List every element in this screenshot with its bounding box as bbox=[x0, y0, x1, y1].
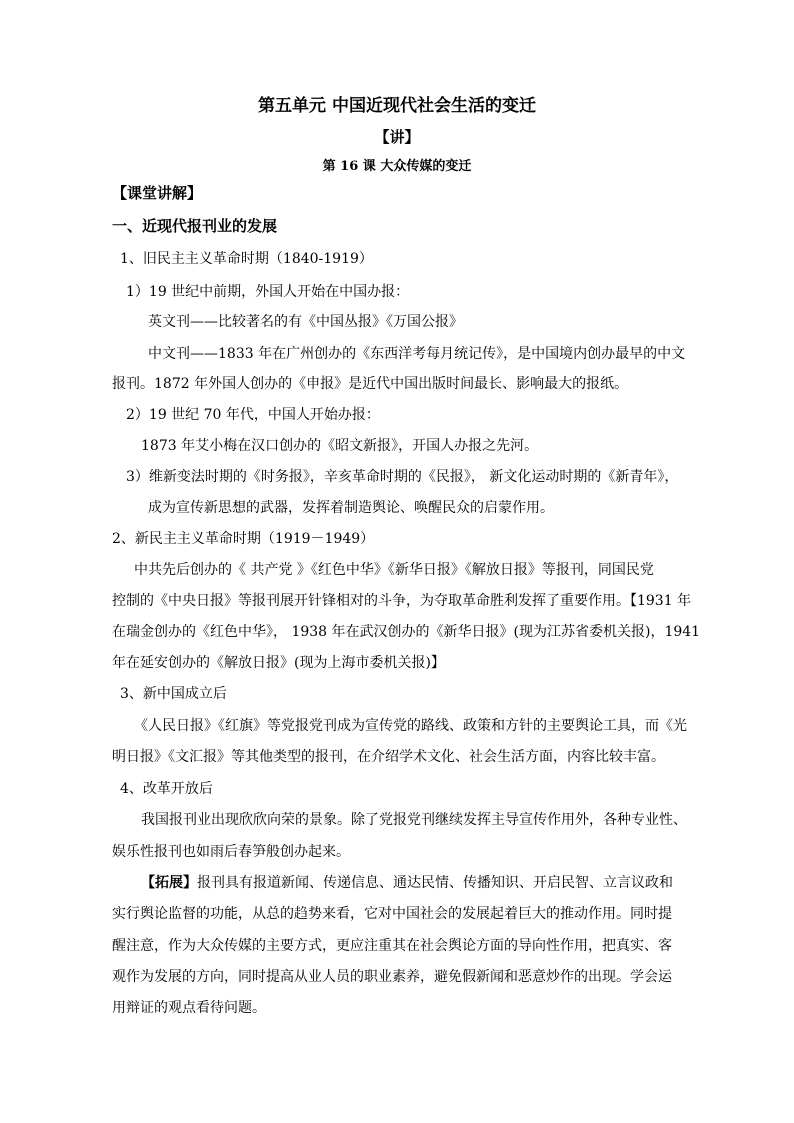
paragraph-line: 中共先后创办的《 共产党 》《红色中华》《新华日报》《解放日报》等报刊，同国民党 bbox=[134, 562, 654, 578]
subheading-reform: 4、改革开放后 bbox=[120, 781, 213, 797]
heading-1: 一、近现代报刊业的发展 bbox=[112, 217, 278, 235]
unit-title: 第五单元 中国近现代社会生活的变迁 bbox=[258, 96, 536, 116]
paragraph-line: 成为宣传新思想的武器，发挥着制造舆论、唤醒民众的启蒙作用。 bbox=[148, 500, 554, 516]
subheading-new-china: 3、新中国成立后 bbox=[120, 686, 227, 702]
paragraph-line: 《人民日报》《红旗》等党报党刊成为宣传党的路线、政策和方针的主要舆论工具，而《光 bbox=[134, 718, 687, 734]
expand-label: 【拓展】 bbox=[141, 875, 197, 891]
expand-text: 报刊具有报道新闻、传递信息、通达民情、传播知识、开启民智、立言议政和 bbox=[197, 875, 673, 891]
paragraph-line: 我国报刊业出现欣欣向荣的景象。除了党报党刊继续发挥主导宣传作用外，各种专业性、 bbox=[141, 812, 687, 828]
part-label: 【讲】 bbox=[374, 128, 420, 146]
subheading-period-2: 2、新民主主义革命时期（1919－1949） bbox=[112, 531, 375, 547]
paragraph-line: 实行舆论监督的功能，从总的趋势来看，它对中国社会的发展起着巨大的推动作用。同时提 bbox=[112, 906, 672, 922]
lesson-title: 第 16 课 大众传媒的变迁 bbox=[322, 159, 472, 174]
paragraph-line: 英文刊——比较著名的有《中国丛报》《万国公报》 bbox=[148, 314, 463, 330]
item-1-3: 3）维新变法时期的《时务报》，辛亥革命时期的《民报》， 新文化运动时期的《新青年》， bbox=[126, 469, 679, 485]
paragraph-line: 中文刊——1833 年在广州创办的《东西洋考每月统记传》，是中国境内创办最早的中文 bbox=[148, 346, 686, 362]
item-1-1: 1）19 世纪中前期，外国人开始在中国办报： bbox=[126, 284, 410, 300]
paragraph-line: 明日报》《文汇报》等其他类型的报刊，在介绍学术文化、社会生活方面，内容比较丰富。 bbox=[112, 749, 665, 765]
paragraph-line: 观作为发展的方向，同时提高从业人员的职业素养，避免假新闻和恶意炒作的出现。学会运 bbox=[112, 969, 672, 985]
expand-paragraph-first-line bbox=[141, 873, 673, 893]
paragraph-line: 醒注意，作为大众传媒的主要方式，更应注重其在社会舆论方面的导向性作用，把真实、客 bbox=[112, 938, 672, 954]
paragraph-line: 在瑞金创办的《红色中华》， 1938 年在武汉创办的《新华日报》(现为江苏省委机关报)，1941 bbox=[112, 624, 701, 640]
paragraph-line: 1873 年艾小梅在汉口创办的《昭文新报》，开国人办报之先河。 bbox=[141, 438, 539, 454]
item-1-2: 2）19 世纪 70 年代，中国人开始办报： bbox=[126, 407, 380, 423]
section-heading: 【课堂讲解】 bbox=[112, 184, 203, 202]
paragraph-line: 娱乐性报刊也如雨后春笋般创办起来。 bbox=[112, 844, 350, 860]
paragraph-line: 年在延安创办的《解放日报》(现为上海市委机关报)】 bbox=[112, 655, 445, 671]
paragraph-line: 控制的《中央日报》等报刊展开针锋相对的斗争，为夺取革命胜利发挥了重要作用。【1931 年 bbox=[112, 593, 692, 609]
paragraph-line: 报刊。1872 年外国人创办的《申报》是近代中国出版时间最长、影响最大的报纸。 bbox=[112, 376, 629, 392]
paragraph-line: 用辩证的观点看待问题。 bbox=[112, 1000, 266, 1016]
subheading-period-1: 1、旧民主主义革命时期（1840-1919） bbox=[120, 251, 373, 267]
